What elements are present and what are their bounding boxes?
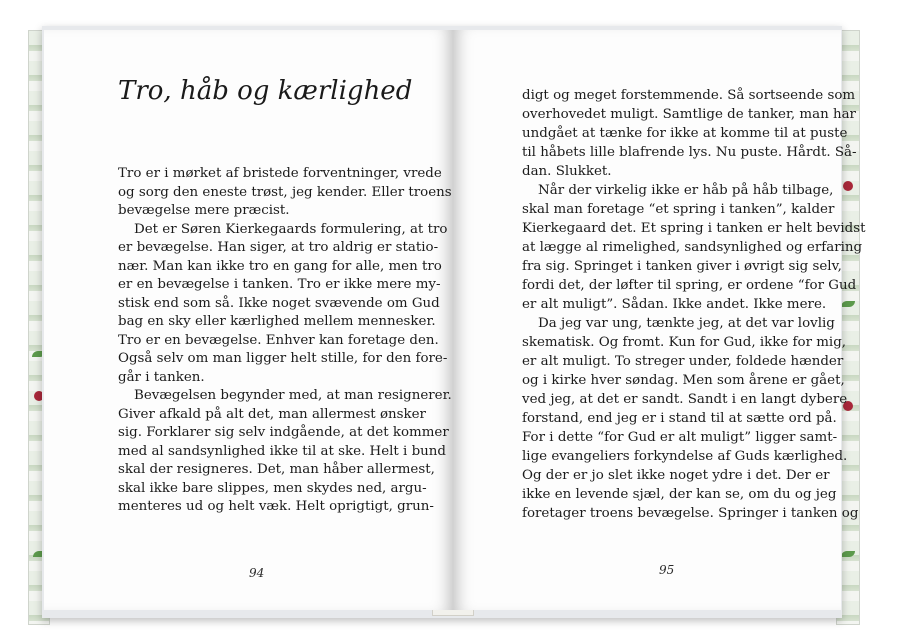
text-line: lige evangeliers forkyndelse af Guds kærlighed.	[522, 449, 848, 464]
leaf-decoration	[841, 301, 855, 307]
text-line: overhovedet muligt. Samtlige de tanker, man har	[522, 107, 856, 122]
text-line: skal ikke bare slippes, men skydes ned, argu-	[118, 480, 427, 496]
text-line: Tro er i mørket af bristede forventninger, vrede	[118, 166, 442, 181]
text-line: digt og meget forstemmende. Så sortseende som	[522, 88, 856, 103]
page-number-left: 94	[249, 566, 265, 580]
text-line: bevægelse mere præcist.	[118, 203, 290, 218]
text-line: og i kirke hver søndag. Men som årene er gået,	[522, 373, 845, 388]
text-line: Det er Søren Kierkegaards formulering, at tro	[134, 221, 448, 237]
text-line: til håbets lille blafrende lys. Nu puste. Hårdt. Så-	[522, 145, 857, 160]
text-line: skematisk. Og fromt. Kun for Gud, ikke for mig,	[522, 335, 847, 350]
text-line: Også selv om man ligger helt stille, for den fore-	[118, 351, 448, 366]
chapter-title: Tro, håb og kærlighed	[118, 76, 413, 106]
text-line: og sorg den eneste trøst, jeg kender. Eller troens	[118, 184, 452, 200]
text-line: sig. Forklarer sig selv indgående, at det kommer	[118, 425, 449, 440]
text-line: skal der resigneres. Det, man håber allermest,	[118, 462, 435, 477]
text-line: er alt muligt. To streger under, foldede hænder	[522, 354, 844, 369]
text-line: er bevægelse. Han siger, at tro aldrig er statio-	[118, 240, 439, 255]
text-line: fra sig. Springet i tanken giver i øvrigt sig selv,	[522, 259, 842, 274]
text-line: menteres ud og helt væk. Helt oprigtigt, grun-	[118, 499, 434, 514]
text-line: Når der virkelig ikke er håb på håb tilbage,	[538, 183, 834, 198]
text-line: Da jeg var ung, tænkte jeg, at det var lovlig	[538, 316, 835, 331]
text-line: at lægge al rimelighed, sandsynlighed og erfaring	[522, 240, 863, 255]
leaf-decoration	[841, 551, 855, 557]
text-line: ikke en levende sjæl, der kan se, om du og jeg	[522, 487, 837, 502]
text-line: nær. Man kan ikke tro en gang for alle, men tro	[118, 258, 442, 274]
text-line: Giver afkald på alt det, man allermest ønsker	[118, 406, 426, 422]
text-line: er en bevægelse i tanken. Tro er ikke mere my-	[118, 277, 441, 292]
text-line: forstand, end jeg er i stand til at sætte ord på.	[522, 411, 837, 426]
text-line: Og der er jo slet ikke noget ydre i det. Der er	[522, 468, 830, 483]
text-line: skal man foretage “et spring i tanken”, kalder	[522, 202, 835, 217]
text-line: stisk end som så. Ikke noget svævende om Gud	[118, 295, 440, 311]
text-line: Bevægelsen begynder med, at man resignerer.	[134, 388, 452, 403]
text-line: bag en sky eller kærlighed mellem mennesker.	[118, 314, 436, 329]
text-line: dan. Slukket.	[522, 164, 612, 179]
flower-decoration	[843, 181, 853, 191]
page-number-right: 95	[659, 563, 675, 577]
text-line: går i tanken.	[118, 369, 205, 385]
text-line: Kierkegaard det. Et spring i tanken er helt bevidst	[522, 221, 866, 236]
text-line: undgået at tænke for ikke at komme til at puste	[522, 126, 848, 141]
text-line: foretager troens bevægelse. Springer i tanken og	[522, 506, 859, 521]
text-line: fordi det, der løfter til spring, er ordene “for Gud	[522, 278, 857, 293]
text-line: med al sandsynlighed ikke til at ske. Helt i bund	[118, 443, 446, 459]
text-line: For i dette “for Gud er alt muligt” ligger samt-	[522, 430, 838, 445]
text-line: er alt muligt”. Sådan. Ikke andet. Ikke mere.	[522, 297, 827, 312]
text-line: Tro er en bevægelse. Enhver kan foretage den.	[118, 332, 439, 348]
text-line: ved jeg, at det er sandt. Sandt i en langt dybere	[522, 392, 848, 407]
